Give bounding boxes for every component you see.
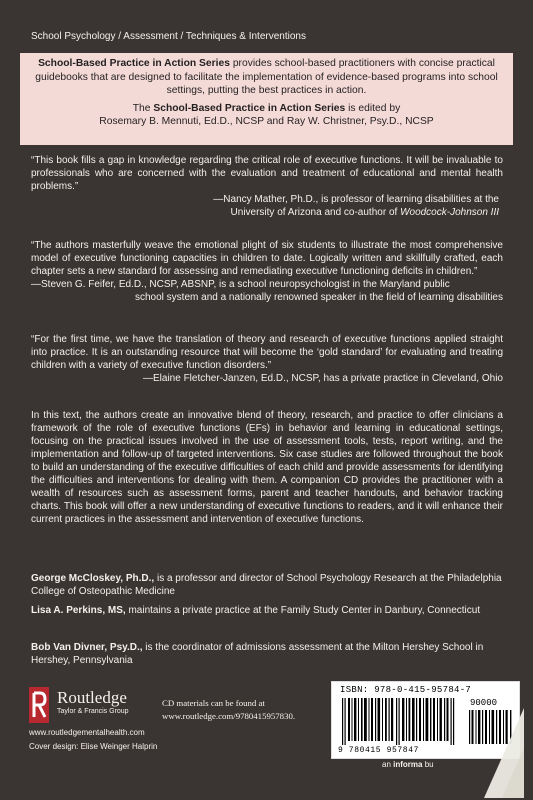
series-intro-text: provides school-based practitioners with concise practical guidebooks that are designed to facilitate the implementation of evidence-based programs into school settings, putting the best practices in action.: [35, 58, 498, 97]
cover-design-credit: Cover design: Elise Weinger Halprin: [29, 742, 158, 751]
attribution-text: University of Arizona and co-author of: [230, 207, 401, 218]
book-description: In this text, the authors create an innovative blend of theory, research, and practice to offer clinicians a framework of the role of executive functions (EFs) in behavior and learning in educational settings, focusing on the practical issues involved in the use of assessment tools, tests, report writing, and the implementation and follow-up of targeted interventions. Six case studies are followed throughout the book to build an understanding of the executive difficulties of each child and provide assessments for identifying the difficulties and interventions for dealing with them. A companion CD provides the practitioner with a wealth of resources such as assessment forms, parent and teacher handouts, and behavior tracking charts. This book will offer a new understanding of executive functions to readers, and it will enhance their current practices in the assessment and intervention of executive functions.: [31, 410, 503, 525]
barcode-digits: 9 780415 957847: [338, 746, 420, 755]
quote-text: “The authors masterfully weave the emotional plight of six students to illustrate the most comprehensive model of executive functioning capacities in children to date. Logically written and skillfully crafted, each chapter sets a new standard for assessing and remediating executive functioning deficits in children.”: [31, 240, 503, 277]
author-bio: [31, 604, 503, 617]
informa-business-line: [382, 760, 434, 769]
series-title-repeat: School-Based Practice in Action Series: [153, 102, 346, 114]
edited-pre: The: [132, 102, 154, 114]
quote-attribution: —Nancy Mather, Ph.D., is professor of learning disabilities at the: [213, 194, 499, 205]
quote-text: “For the first time, we have the translation of theory and research of executive functions applied straight into practice. It is an outstanding resource that will become the ‘gold standard’ for evaluating and treating children with a variety of executive function disorders.”: [31, 334, 503, 371]
informa-pre: an: [382, 760, 394, 769]
author-name: Lisa A. Perkins, MS,: [31, 605, 126, 616]
publisher-group: Taylor & Francis Group: [57, 708, 129, 715]
barcode-icon: [340, 698, 460, 745]
endorsement-quote: [31, 154, 503, 219]
series-edited-line: [30, 102, 503, 116]
endorsement-quote: [31, 333, 503, 385]
cd-info-url[interactable]: www.routledge.com/9780415957830.: [162, 711, 296, 721]
series-intro: [30, 57, 503, 98]
author-name: George McCloskey, Ph.D.,: [31, 573, 155, 584]
series-editors: Rosemary B. Mennuti, Ed.D., NCSP and Ray W. Christner, Psy.D., NCSP: [99, 116, 434, 128]
cd-info-line: CD materials can be found at: [162, 698, 265, 708]
series-description-box: [20, 53, 513, 145]
quote-text: “This book fills a gap in knowledge regarding the critical role of executive functions. It will be invaluable to professionals who are concerned with the evaluation and treatment of educational and mental health problems.”: [31, 155, 503, 192]
author-bio: [31, 572, 503, 598]
routledge-logo-icon: [29, 687, 49, 723]
publisher-name: Routledge: [57, 688, 127, 707]
author-bio-text: maintains a private practice at the Family Study Center in Danbury, Connecticut: [125, 605, 481, 616]
informa-rest: bu: [422, 760, 434, 769]
category-line: School Psychology / Assessment / Techniques & Interventions: [31, 31, 306, 42]
price-code: 90000: [470, 698, 498, 708]
quote-attribution-continued: school system and a nationally renowned speaker in the field of learning disabilities: [135, 292, 503, 303]
quote-attribution-continued: [31, 206, 503, 219]
isbn-number: ISBN: 978-0-415-95784-7: [340, 685, 472, 695]
endorsement-quote: [31, 239, 503, 304]
author-bio: [31, 641, 503, 667]
author-bio-text: is the coordinator of admissions assessment at the Milton Hershey School in Hershey, Pennsylvania: [31, 642, 484, 666]
quote-attribution: —Elaine Fletcher-Janzen, Ed.D., NCSP, has a private practice in Cleveland, Ohio: [143, 373, 503, 384]
library-tape-strip: [454, 648, 524, 798]
quote-attribution: —Steven G. Feifer, Ed.D., NCSP, ABSNP, is a school neuropsychologist in the Maryland public: [31, 279, 450, 290]
informa-brand: informa: [393, 760, 423, 769]
series-title: School-Based Practice in Action Series: [38, 58, 230, 69]
author-bio-text: is a professor and director of School Psychology Research at the Philadelphia College of Osteopathic Medicine: [31, 573, 502, 597]
author-name: Bob Van Divner, Psy.D.,: [31, 642, 143, 653]
attribution-book-title: Woodcock-Johnson III: [400, 207, 499, 218]
publisher-url[interactable]: www.routledgementalhealth.com: [29, 728, 145, 737]
edited-rest: is edited by: [345, 102, 401, 114]
